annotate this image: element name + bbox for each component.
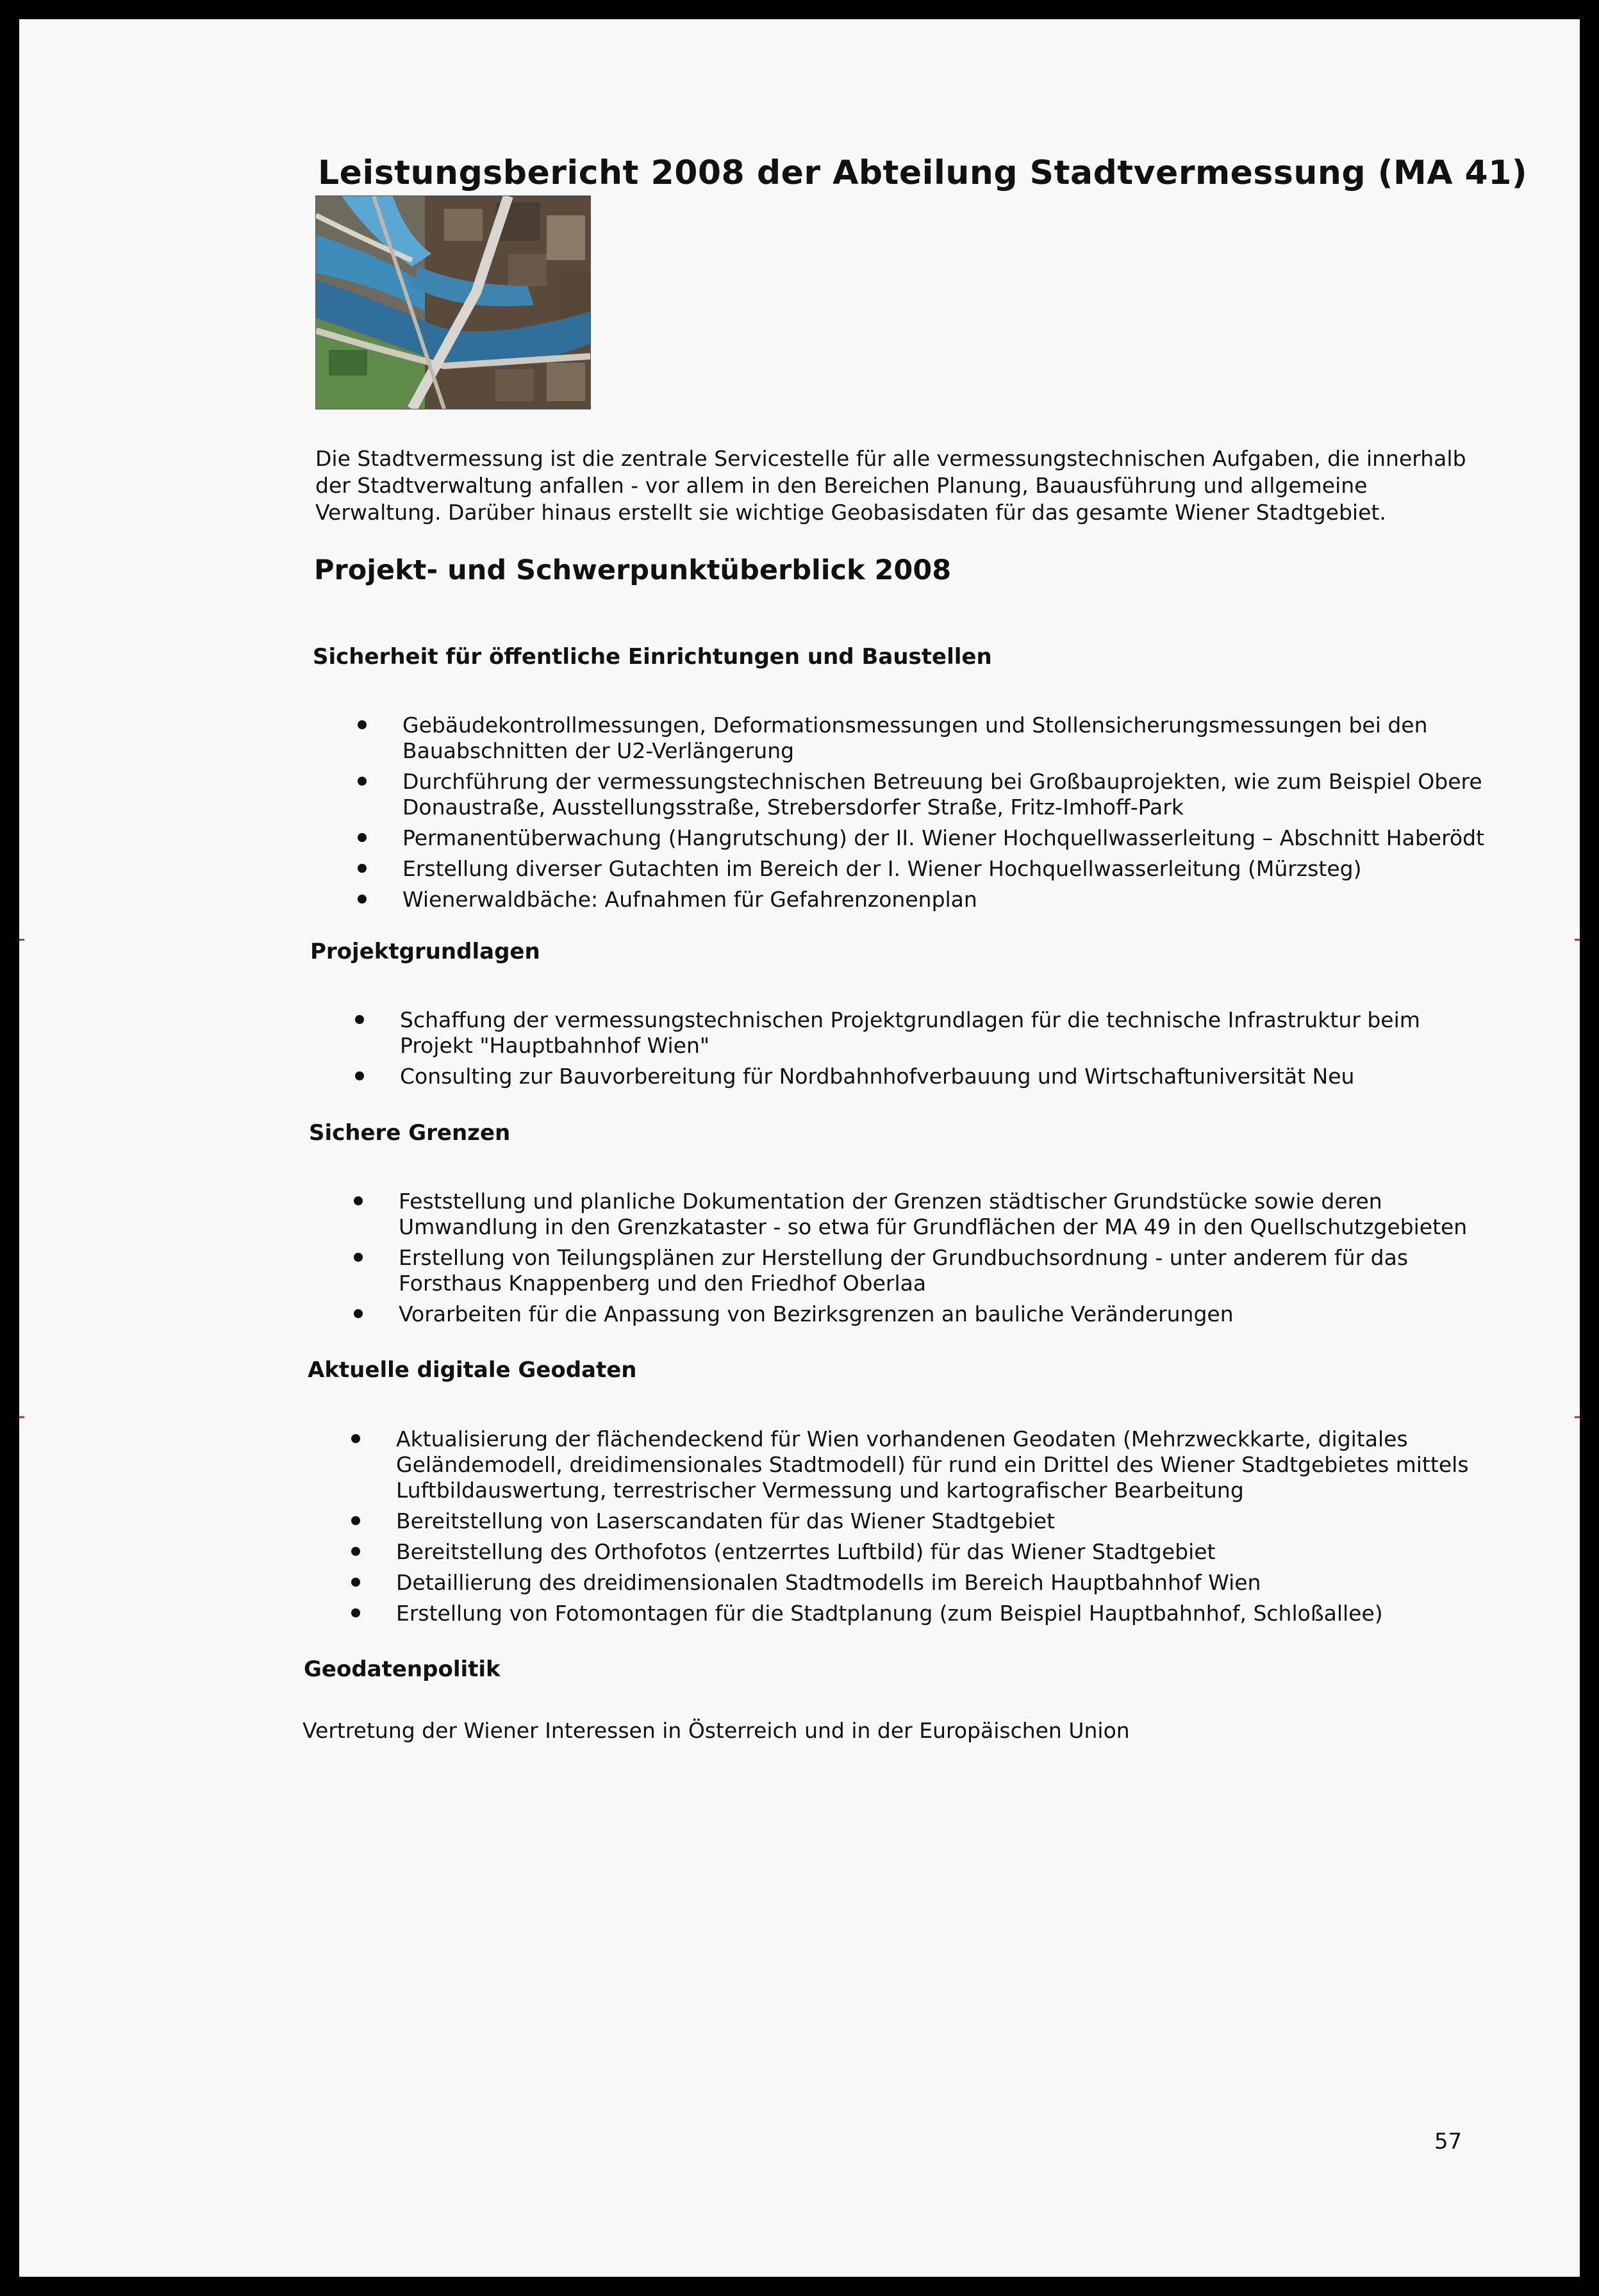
intro-paragraph: Die Stadtvermessung ist die zentrale Servicestelle für alle vermessungstechnischen Aufgaben, die innerhalb der Stadtverwaltung anfallen - vor allem in den Bereichen Planung, Bauausführung und allgemeine Verwaltung. Darüber hinaus erstellt sie wichtige Geobasisdaten für das gesamte Wiener Stadtgebiet. (315, 446, 1466, 525)
list-item: Gebäudekontrollmessungen, Deformationsmessungen und Stollensicherungsmessungen bei den Bauabschnitten der U2-Verlängerung (358, 713, 1498, 764)
list-item: Erstellung von Fotomontagen für die Stadtplanung (zum Beispiel Hauptbahnhof, Schloßallee) (351, 1601, 1492, 1626)
section-heading-sichere-grenzen: Sichere Grenzen (309, 1120, 511, 1146)
list-item: Durchführung der vermessungstechnischen Betreuung bei Großbauprojekten, wie zum Beispiel Obere Donaustraße, Ausstellungsstraße, Strebersdorfer Straße, Fritz-Imhoff-Park (358, 769, 1498, 820)
left-edge-mark (19, 1416, 24, 1418)
list-item: Permanentüberwachung (Hangrutschung) der II. Wiener Hochquellwasserleitung – Abschnitt Haberödt (358, 825, 1498, 851)
aerial-photo (315, 195, 591, 409)
list-item: Erstellung diverser Gutachten im Bereich der I. Wiener Hochquellwasserleitung (Mürzsteg) (358, 856, 1498, 882)
page-number: 57 (1434, 2129, 1462, 2154)
list-item: Wienerwaldbäche: Aufnahmen für Gefahrenzonenplan (358, 887, 1498, 913)
sichere-grenzen-list (354, 1189, 1495, 1332)
list-item: Vorarbeiten für die Anpassung von Bezirksgrenzen an bauliche Veränderungen (354, 1301, 1495, 1327)
section-heading-sicherheit: Sicherheit für öffentliche Einrichtungen und Baustellen (313, 644, 992, 670)
section-heading-geodaten: Aktuelle digitale Geodaten (308, 1357, 637, 1383)
list-item: Aktualisierung der flächendeckend für Wien vorhandenen Geodaten (Mehrzweckkarte, digitales Geländemodell, dreidimensionales Stadtmodell) für rund ein Drittel des Wiener Stadtgebietes mittels Luftbildauswertung, terrestrischer Vermessung und kartografischer Bearbeitung (351, 1426, 1492, 1503)
right-edge-mark (1575, 1416, 1580, 1418)
geodaten-list (351, 1426, 1492, 1631)
list-item: Consulting zur Bauvorbereitung für Nordbahnhofverbauung und Wirtschaftuniversität Neu (355, 1064, 1496, 1089)
sicherheit-list (358, 713, 1498, 918)
aerial-photo-graphic (316, 196, 590, 409)
geodatenpolitik-text: Vertretung der Wiener Interessen in Österreich und in der Europäischen Union (302, 1718, 1130, 1743)
list-item: Erstellung von Teilungsplänen zur Herstellung der Grundbuchsordnung - unter anderem für das Forsthaus Knappenberg und den Friedhof Oberlaa (354, 1245, 1495, 1296)
list-item: Bereitstellung des Orthofotos (entzerrtes Luftbild) für das Wiener Stadtgebiet (351, 1539, 1492, 1565)
list-item: Feststellung und planliche Dokumentation der Grenzen städtischer Grundstücke sowie deren Umwandlung in den Grenzkataster - so etwa für Grundflächen der MA 49 in den Quellschutzgebieten (354, 1189, 1495, 1240)
list-item: Schaffung der vermessungstechnischen Projektgrundlagen für die technische Infrastruktur beim Projekt "Hauptbahnhof Wien" (355, 1007, 1496, 1059)
section-heading-geodatenpolitik: Geodatenpolitik (304, 1656, 501, 1682)
section-heading-projektgrundlagen: Projektgrundlagen (310, 939, 540, 964)
document-page (19, 19, 1580, 2277)
right-edge-mark (1575, 939, 1580, 941)
left-edge-mark (19, 939, 24, 941)
list-item: Bereitstellung von Laserscandaten für das Wiener Stadtgebiet (351, 1508, 1492, 1534)
overview-heading: Projekt- und Schwerpunktüberblick 2008 (314, 554, 952, 586)
document-title: Leistungsbericht 2008 der Abteilung Stadtvermessung (MA 41) (318, 154, 1528, 192)
list-item: Detaillierung des dreidimensionalen Stadtmodells im Bereich Hauptbahnhof Wien (351, 1570, 1492, 1596)
projektgrundlagen-list (355, 1007, 1496, 1094)
